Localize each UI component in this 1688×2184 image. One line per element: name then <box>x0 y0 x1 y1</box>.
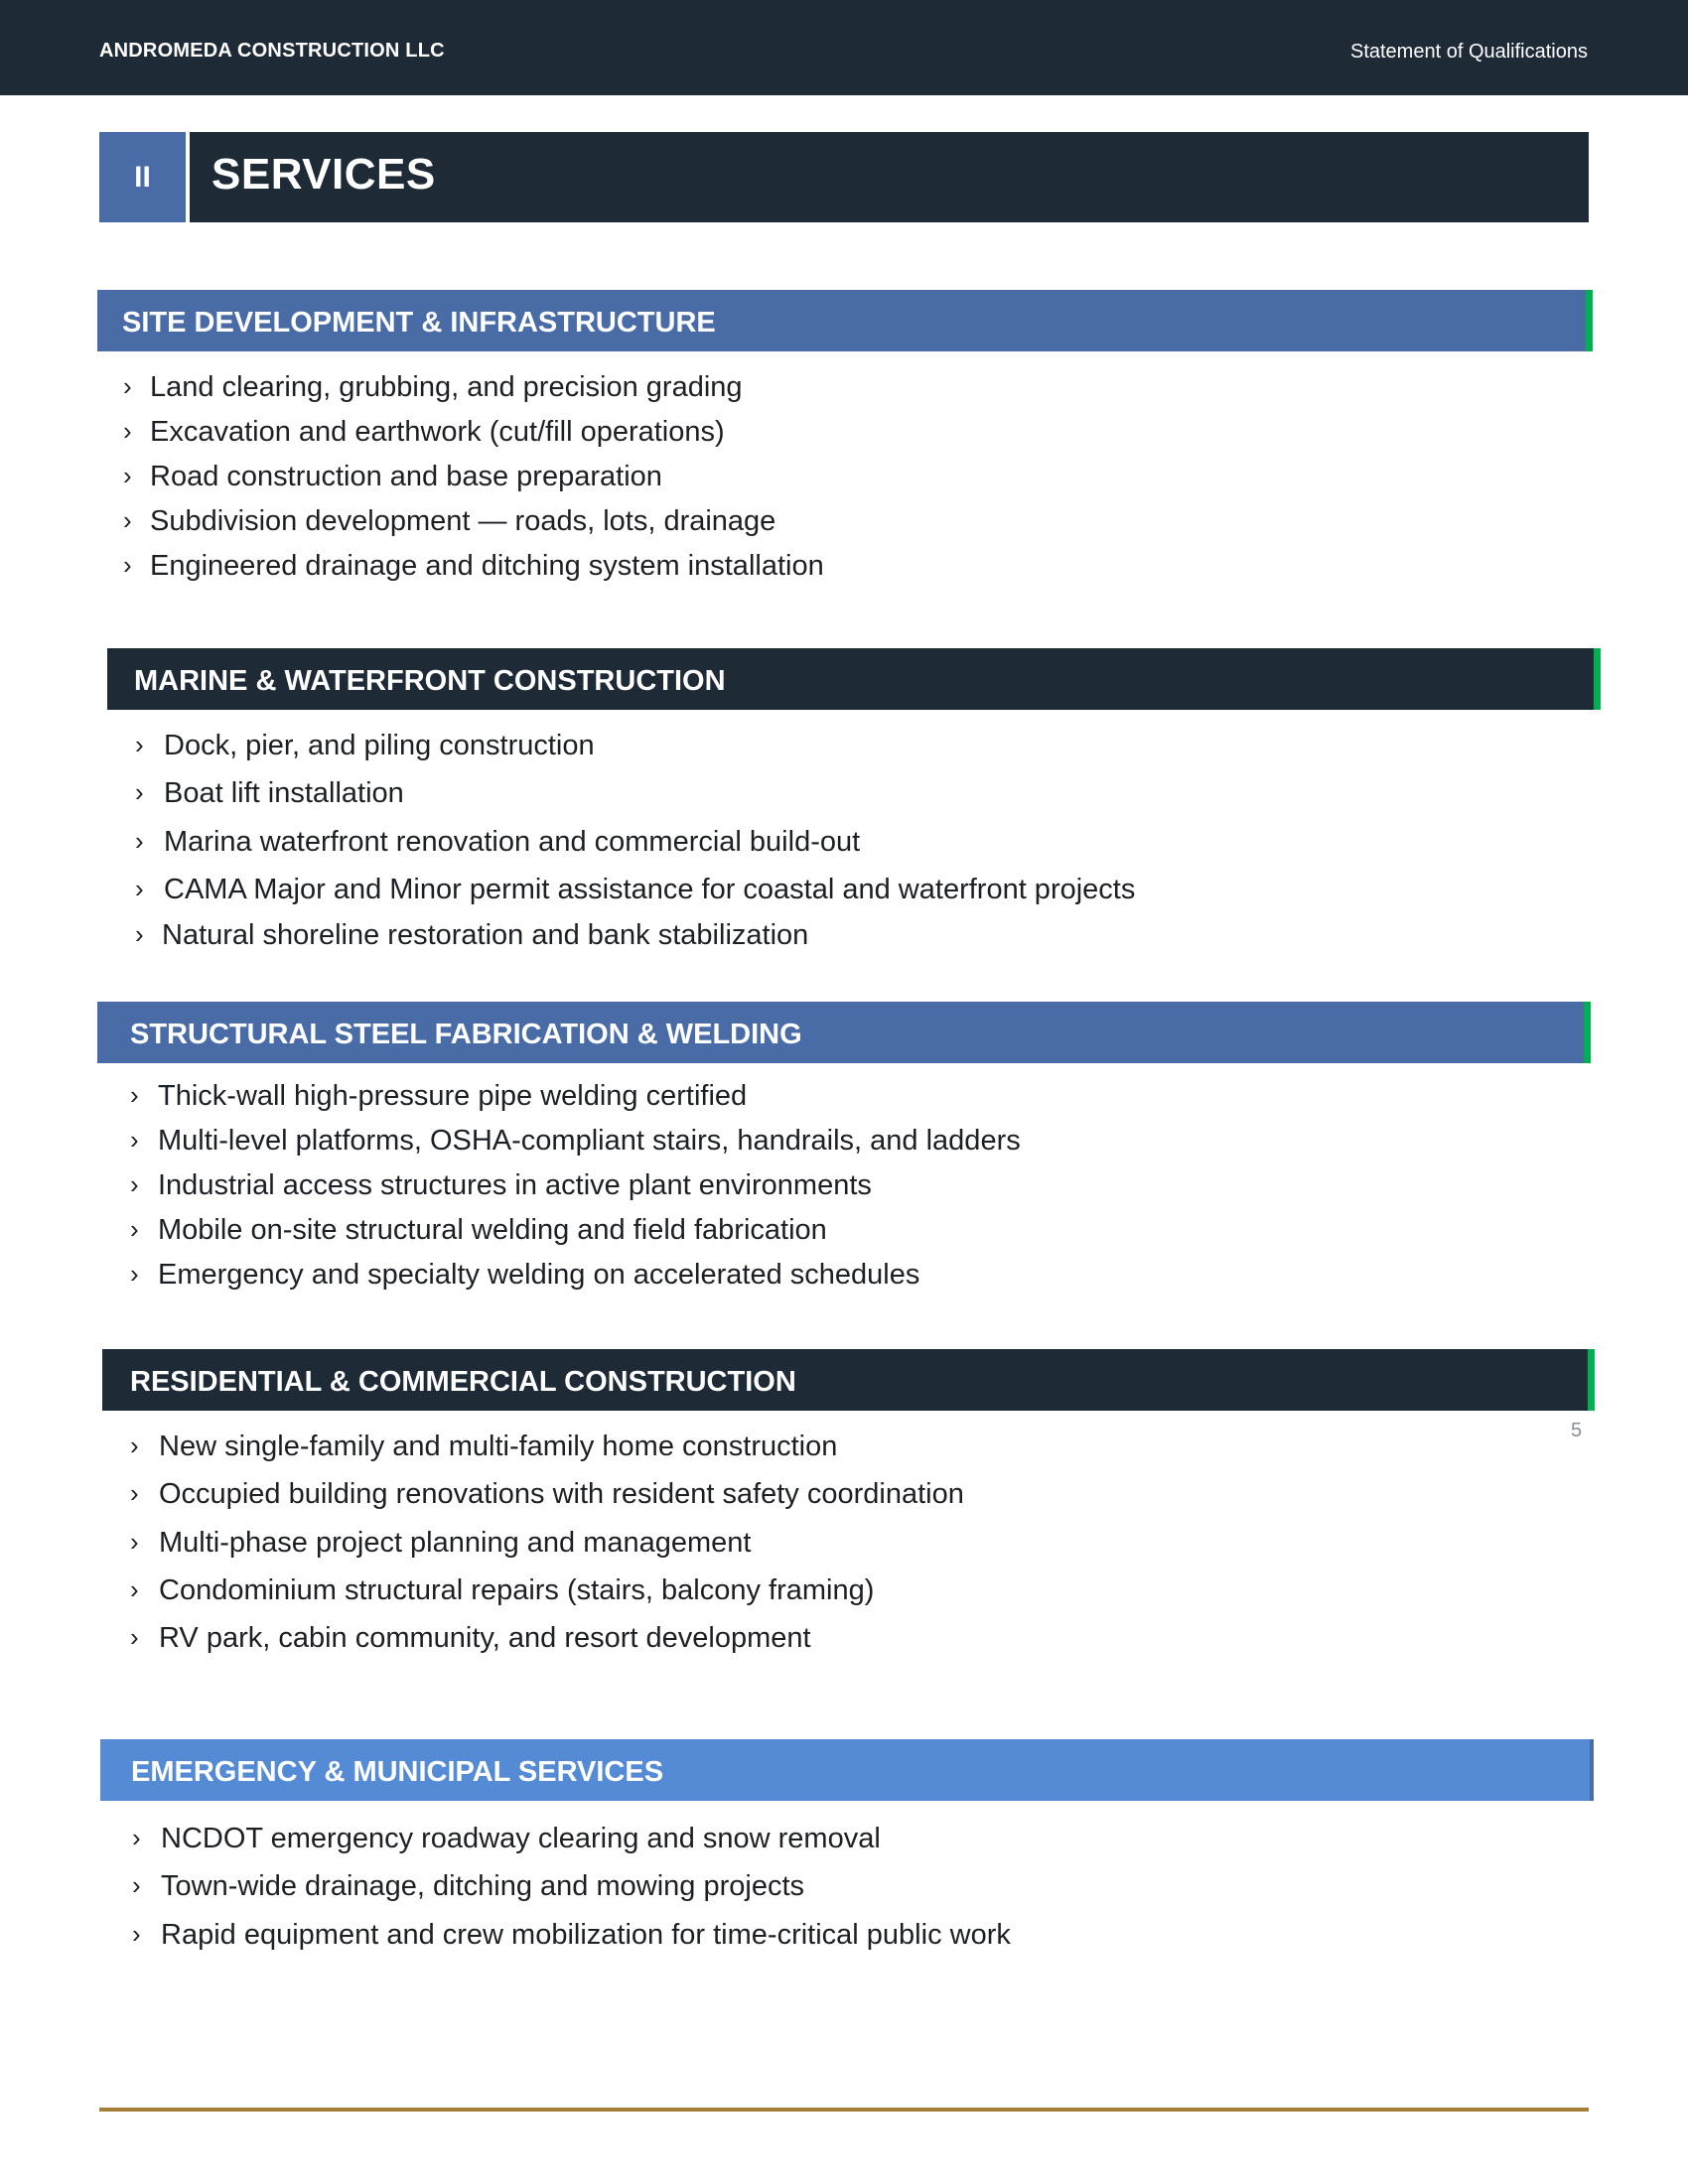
chevron-right-icon: › <box>135 919 144 949</box>
category-bar-marine-waterfront <box>107 648 1601 710</box>
chevron-right-icon: › <box>135 826 144 856</box>
category-title: SITE DEVELOPMENT & INFRASTRUCTURE <box>122 307 716 339</box>
chevron-right-icon: › <box>132 1823 141 1852</box>
category-accent <box>1588 1349 1595 1411</box>
page-number: 5 <box>1571 1420 1583 1441</box>
document-header <box>0 0 1688 95</box>
section-title-box <box>190 132 1589 222</box>
category-accent <box>1586 290 1593 351</box>
section-heading <box>99 132 1589 222</box>
chevron-right-icon: › <box>135 874 144 903</box>
chevron-right-icon: › <box>123 550 132 580</box>
document-title: Statement of Qualifications <box>1349 41 1588 63</box>
chevron-right-icon: › <box>130 1478 139 1508</box>
chevron-right-icon: › <box>135 777 144 807</box>
section-title: SERVICES <box>211 150 436 199</box>
chevron-right-icon: › <box>130 1574 139 1604</box>
chevron-right-icon: › <box>132 1919 141 1949</box>
category-bar-site-development <box>97 290 1593 351</box>
chevron-right-icon: › <box>130 1080 139 1110</box>
category-accent <box>1594 648 1601 710</box>
chevron-right-icon: › <box>130 1125 139 1155</box>
chevron-right-icon: › <box>130 1431 139 1460</box>
category-bar-residential-commercial <box>102 1349 1595 1411</box>
category-accent <box>1590 1739 1594 1801</box>
chevron-right-icon: › <box>123 461 132 490</box>
footer-divider <box>99 2108 1589 2112</box>
chevron-right-icon: › <box>130 1259 139 1289</box>
chevron-right-icon: › <box>123 416 132 446</box>
category-bar-structural-steel <box>97 1002 1591 1063</box>
chevron-right-icon: › <box>123 505 132 535</box>
chevron-right-icon: › <box>130 1622 139 1652</box>
category-title: MARINE & WATERFRONT CONSTRUCTION <box>134 665 726 697</box>
chevron-right-icon: › <box>135 730 144 759</box>
chevron-right-icon: › <box>130 1169 139 1199</box>
category-bar-emergency-municipal <box>100 1739 1594 1801</box>
chevron-right-icon: › <box>132 1870 141 1900</box>
chevron-right-icon: › <box>123 371 132 401</box>
section-number: II <box>99 132 186 222</box>
company-name: ANDROMEDA CONSTRUCTION LLC <box>99 40 445 62</box>
chevron-right-icon: › <box>130 1527 139 1557</box>
category-title: RESIDENTIAL & COMMERCIAL CONSTRUCTION <box>130 1366 796 1398</box>
category-accent <box>1584 1002 1591 1063</box>
category-title: EMERGENCY & MUNICIPAL SERVICES <box>131 1756 664 1788</box>
chevron-right-icon: › <box>130 1214 139 1244</box>
category-title: STRUCTURAL STEEL FABRICATION & WELDING <box>130 1019 802 1050</box>
